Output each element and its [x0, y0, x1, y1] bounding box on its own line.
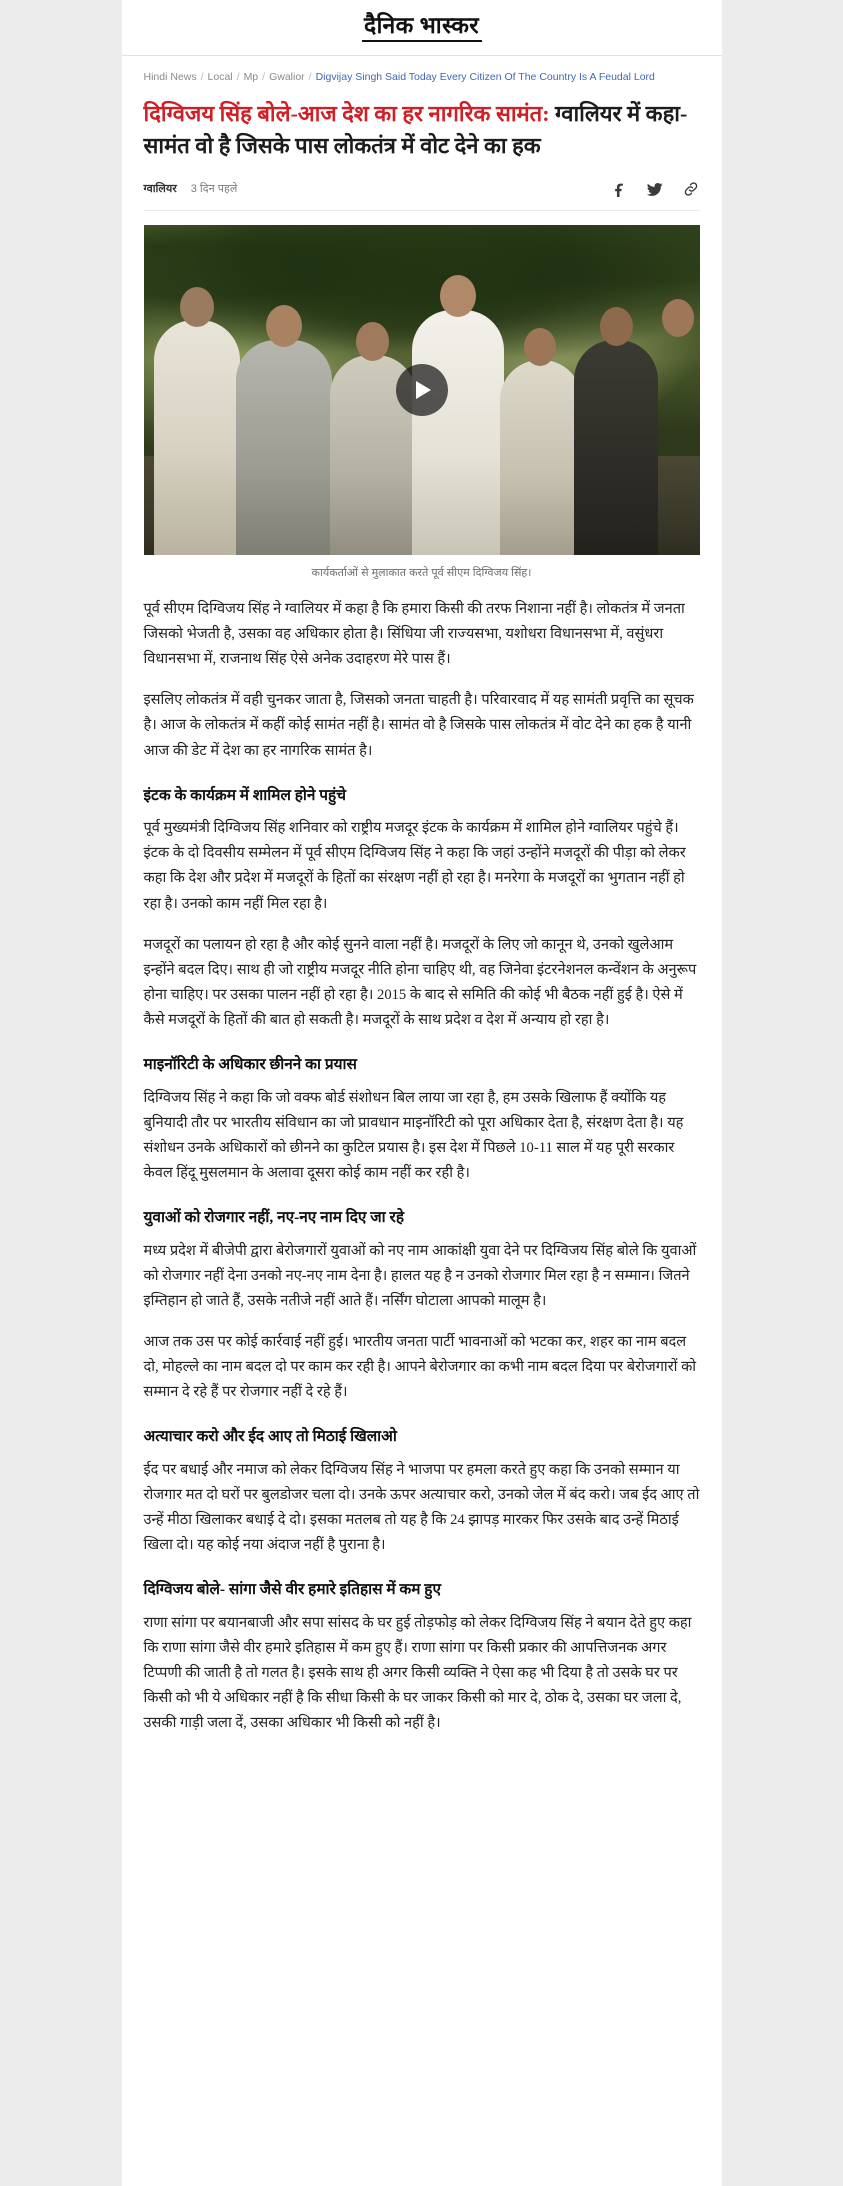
- video-figure-head: [600, 307, 633, 346]
- video-figure-head: [180, 287, 214, 327]
- article-subheading: माइनॉरिटी के अधिकार छीनने का प्रयास: [143, 1055, 357, 1073]
- video-figure: [644, 330, 700, 555]
- video-figure-head: [662, 299, 694, 337]
- breadcrumb-item-current: Digvijay Singh Said Today Every Citizen Of The Country Is A Feudal Lord: [315, 71, 655, 83]
- article-subheading: दिग्विजय बोले- सांगा जैसे वीर हमारे इतिहास में कम हुए: [143, 1581, 441, 1599]
- article-paragraph: इसलिए लोकतंत्र में वही चुनकर जाता है, जिसको जनता चाहती है। परिवारवाद में यह सामंती प्रवृत्ति का सूचक है। आज के लोकतंत्र में कहीं कोई सामंत नहीं है। सामंत वो है जिसके पास लोकतंत्र में वोट देने का हक है यानी आज की डेट में देश का हर नागरिक सामंत है।: [143, 692, 694, 759]
- breadcrumb: [122, 56, 722, 92]
- meta-left-group: [144, 181, 238, 196]
- media-caption: कार्यकर्ताओं से मुलाकात करते पूर्व सीएम दिग्विजय सिंह।: [311, 566, 532, 579]
- article-subheading: युवाओं को रोजगार नहीं, नए-नए नाम दिए जा रहे: [143, 1209, 404, 1226]
- video-figure-head: [356, 322, 389, 361]
- breadcrumb-item-local[interactable]: Local: [207, 71, 233, 83]
- article-meta: [144, 180, 700, 211]
- meta-timestamp: 3 दिन पहले: [190, 183, 238, 196]
- article-paragraph: पूर्व मुख्यमंत्री दिग्विजय सिंह शनिवार को राष्ट्रीय मजदूर इंटक के कार्यक्रम में शामिल होने ग्वालियर पहुंचे हैं। इंटक के दो दिवसीय सम्मेलन में पूर्व सीएम दिग्विजय सिंह ने कहा कि जहां उन्होंने मजदूरों की पीड़ा को लेकर कहा कि देश और प्रदेश में मजदूरों के हितों का संरक्षण नहीं हो रहा है। मनरेगा के मजदूरों का भुगतान नहीं हो रहा है। उनको काम नहीं मिल रहा है।: [143, 820, 686, 912]
- article-paragraph: राणा सांगा पर बयानबाजी और सपा सांसद के घर हुई तोड़फोड़ को लेकर दिग्विजय सिंह ने बयान देते हुए कहा कि राणा सांगा जैसे वीर हमारे इतिहास में कम हुए हैं। राणा सांगा पर किसी प्रकार की आपत्तिजनक अगर टिप्पणी की जाती है तो गलत है। इसके साथ ही अगर किसी व्यक्ति ने ऐसा कह भी दिया है तो उसके घर पर किसी को भी ये अधिकार नहीं है कि सीधा किसी के घर जाकर किसी को मार दे, ठोक दे, उसका घर जला दे, उसकी गाड़ी जला दें, उसका अधिकार भी किसी को नहीं है।: [143, 1614, 692, 1732]
- video-figure-head: [440, 275, 476, 317]
- play-icon: [416, 381, 431, 399]
- meta-location: ग्वालियर: [143, 183, 177, 196]
- article-paragraph: ईद पर बधाई और नमाज को लेकर दिग्विजय सिंह ने भाजपा पर हमला करते हुए कहा कि उनको सम्मान या रोजगार मत दो घरों पर बुलडोजर चला दो। उनके ऊपर अत्याचार करो, उनको जेल में बंद करो। जब ईद आए तो उन्हें मीठा खिलाकर बधाई दे दो। इसका मतलब तो यह है कि 24 झापड़ मारकर फिर उसके बाद उन्हें मिठाई खिला दो। यह कोई नया अंदाज नहीं है पुराना है।: [143, 1461, 700, 1554]
- article-media: [144, 225, 700, 582]
- play-button[interactable]: [396, 364, 448, 416]
- headline-highlight: दिग्विजय सिंह बोले-आज देश का हर नागरिक सामंत:: [143, 100, 550, 126]
- article-subheading: इंटक के कार्यक्रम में शामिल होने पहुंचे: [143, 786, 346, 804]
- share-icon-group: [611, 180, 700, 198]
- breadcrumb-item-mp[interactable]: Mp: [243, 71, 259, 83]
- article-body: [144, 597, 700, 1736]
- article-paragraph: मध्य प्रदेश में बीजेपी द्वारा बेरोजगारों युवाओं को नए नाम आकांक्षी युवा देने पर दिग्विजय सिंह बोले कि युवाओं को रोजगार नहीं देना उनको नए-नए नाम देना है। हालत यह है न उनको रोजगार मिल रहा है न सम्मान। जितने इम्तिहान हो जाते हैं, उसके नतीजे नहीं आते हैं। नर्सिंग घोटाला आपको मालूम है।: [143, 1242, 697, 1309]
- site-logo-text: दैनिक भास्कर: [364, 12, 479, 38]
- video-figure-head: [266, 305, 302, 347]
- video-figure: [500, 360, 582, 555]
- breadcrumb-separator: /: [236, 71, 240, 83]
- breadcrumb-item-gwalior[interactable]: Gwalior: [269, 71, 305, 83]
- video-figure: [154, 320, 240, 555]
- breadcrumb-separator: /: [262, 71, 266, 83]
- breadcrumb-separator: /: [200, 71, 204, 83]
- video-figure: [236, 340, 332, 555]
- copy-link-icon[interactable]: [682, 180, 700, 198]
- video-figure-head: [524, 328, 556, 366]
- article-paragraph: पूर्व सीएम दिग्विजय सिंह ने ग्वालियर में कहा है कि हमारा किसी की तरफ निशाना नहीं है। लोकतंत्र में जनता जिसको भेजती है, उसका वह अधिकार होता है। सिंधिया जी राज्यसभा, यशोधरा विधानसभा में, वसुंधरा विधानसभा में, राजनाथ सिंह ऐसे अनेक उदाहरण मेरे पास हैं।: [143, 601, 685, 668]
- video-figure-main: [412, 310, 504, 555]
- article-paragraph: मजदूरों का पलायन हो रहा है और कोई सुनने वाला नहीं है। मजदूरों के लिए जो कानून थे, उनको खुलेआम इन्होंने बदल दिए। साथ ही जो राष्ट्रीय मजदूर नीति होना चाहिए थी, वह जिनेवा इंटरनेशनल कन्वेंशन के अनुरूप होना चाहिए। पर उसका पालन नहीं हो रहा है। 2015 के बाद से समिति की कोई भी बैठक नहीं हुई है। ऐसे में कैसे मजदूरों के हितों की बात हो सकती है। मजदूरों के साथ प्रदेश व देश में अन्याय हो रहा है।: [143, 936, 697, 1028]
- article-paragraph: दिग्विजय सिंह ने कहा कि जो वक्फ बोर्ड संशोधन बिल लाया जा रहा है, हम उसके खिलाफ हैं क्योंकि यह बुनियादी तौर पर भारतीय संविधान का जो प्रावधान माइनॉरिटी को पूरा अधिकार देता है, संरक्षण देता है। यह संशोधन उनके अधिकारों को छीनने का कुटिल प्रयास है। इस देश में पिछले 10-11 साल में यह पूरी सरकार केवल हिंदू मुसलमान के अलावा दूसरा कोई काम नहीं कर रही है।: [143, 1089, 684, 1181]
- site-logo[interactable]: [362, 14, 482, 42]
- site-masthead: [122, 0, 722, 56]
- article-subheading: अत्याचार करो और ईद आए तो मिठाई खिलाओ: [143, 1428, 397, 1446]
- page-title: [144, 98, 700, 162]
- video-player[interactable]: [144, 225, 700, 555]
- twitter-share-icon[interactable]: [646, 180, 664, 198]
- article-paragraph: आज तक उस पर कोई कार्रवाई नहीं हुई। भारतीय जनता पार्टी भावनाओं को भटका कर, शहर का नाम बदल दो, मोहल्ले का नाम बदल दो पर काम कर रही है। आपने बेरोजगार का कभी नाम बदल दिया पर बेरोजगारों को सम्मान दे रहे हैं पर रोजगार नहीं दे रहे हैं।: [143, 1333, 697, 1401]
- breadcrumb-item-hindi-news[interactable]: Hindi News: [143, 71, 197, 83]
- article-container: [122, 0, 722, 2186]
- headline-rest: ग्वालियर में कहा- सामंत वो है जिसके पास लोकतंत्र में वोट देने का हक: [143, 100, 688, 158]
- facebook-share-icon[interactable]: [611, 180, 628, 197]
- logo-underline: [362, 40, 482, 42]
- breadcrumb-separator: /: [308, 71, 312, 83]
